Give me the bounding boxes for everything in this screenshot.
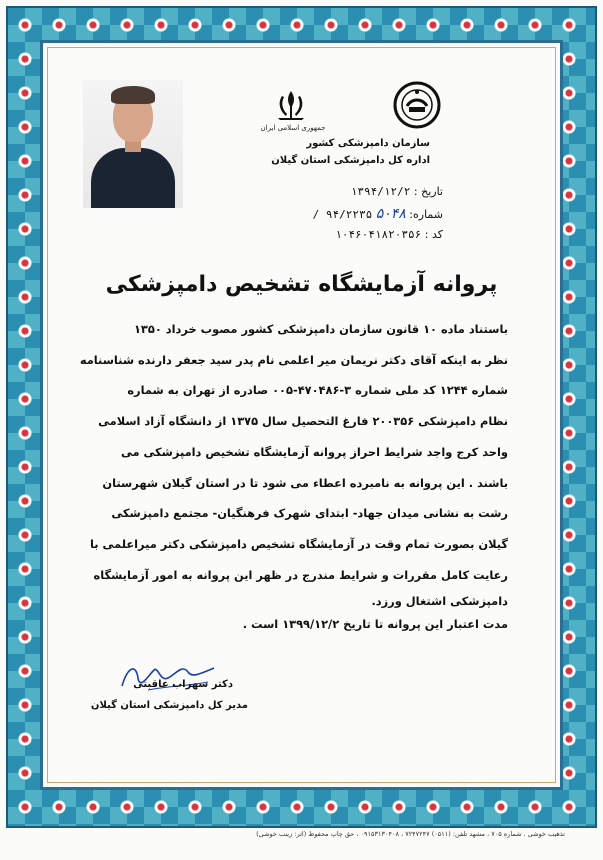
validity-line: مدت اعتبار این پروانه تا تاریخ ۱۳۹۹/۱۲/۲ است .: [242, 617, 508, 632]
body-line: گیلان بصورت تمام وقت در آزمایشگاه تشخیص دامپزشکی دکتر میراعلمی با: [90, 536, 508, 551]
date-field: [351, 185, 443, 198]
emblem-caption: جمهوری اسلامی ایران: [260, 124, 326, 132]
org-name-line1: سازمان دامپزشکی کشور: [306, 138, 430, 149]
signatory-name: دکتر سهراب عاقبتی: [133, 679, 233, 690]
code-field: [335, 228, 443, 241]
number-handwritten: ۵۰۴۸: [375, 206, 406, 222]
number-field: [313, 206, 443, 222]
number-label: شماره:: [409, 208, 443, 221]
signatory-title: مدیر کل دامپزشکی استان گیلان: [90, 700, 248, 711]
code-value: ۱۰۴۶۰۴۱۸۲۰۳۵۶: [335, 228, 422, 241]
body-line: باستناد ماده ۱۰ قانون سازمان دامپزشکی کشور مصوب خرداد ۱۳۵۰: [133, 322, 508, 336]
printer-footer: تذهیب خوشی . شماره ۷۰۵ ، مشهد تلفن: (۰۵۱۱) ۷۲۴۷۲۴۷ ، ۰۹۱۵۳۱۳۰۴۰۸ ، حق چاپ محفوظ (اثر: زینب خوشی): [256, 830, 565, 838]
body-line: رشت به نشانی میدان جهاد- ابتدای شهرک فرهنگیان- مجتمع دامپزشکی: [111, 506, 508, 521]
org-name-line2: اداره کل دامپزشکی استان گیلان: [271, 155, 430, 166]
holder-photo: [83, 80, 183, 208]
code-label: کد :: [424, 228, 443, 241]
document-title: پروانه آزمایشگاه تشخیص دامپزشکی: [105, 272, 498, 297]
number-value: / ۹۴/۲۲۳۵: [312, 208, 373, 221]
license-body: [79, 314, 508, 636]
body-line: باشند . این پروانه به نامبرده اعطاء می شود تا در استان گیلان شهرستان: [102, 475, 508, 490]
body-line: نظر به اینکه آقای دکتر نریمان میر اعلمی نام پدر سید جعفر دارنده شناسنامه: [79, 352, 508, 367]
signature-icon: [118, 656, 218, 696]
body-line: رعایت کامل مقررات و شرایط مندرج در ظهر این پروانه به امور آزمایشگاه: [93, 567, 508, 582]
jahad-logo-icon: [392, 80, 442, 130]
body-line: دامپزشکی اشتغال ورزد.: [371, 594, 508, 609]
body-line: شماره ۱۲۴۴ کد ملی شماره ۳-۴۷۰۴۸۶-۰۰۵ صادره از تهران به شماره: [127, 383, 508, 398]
body-line: واحد کرج واجد شرایط احراز پروانه آزمایشگاه تشخیص دامپزشکی می: [120, 444, 508, 459]
body-line: نظام دامپزشکی ۲۰۰۳۵۶ فارغ التحصیل سال ۱۳۷۵ از دانشگاه آزاد اسلامی: [98, 414, 508, 429]
date-label: تاریخ :: [413, 185, 443, 198]
date-value: ۱۳۹۴/۱۲/۲: [350, 185, 411, 198]
iran-emblem-icon: [268, 88, 314, 122]
